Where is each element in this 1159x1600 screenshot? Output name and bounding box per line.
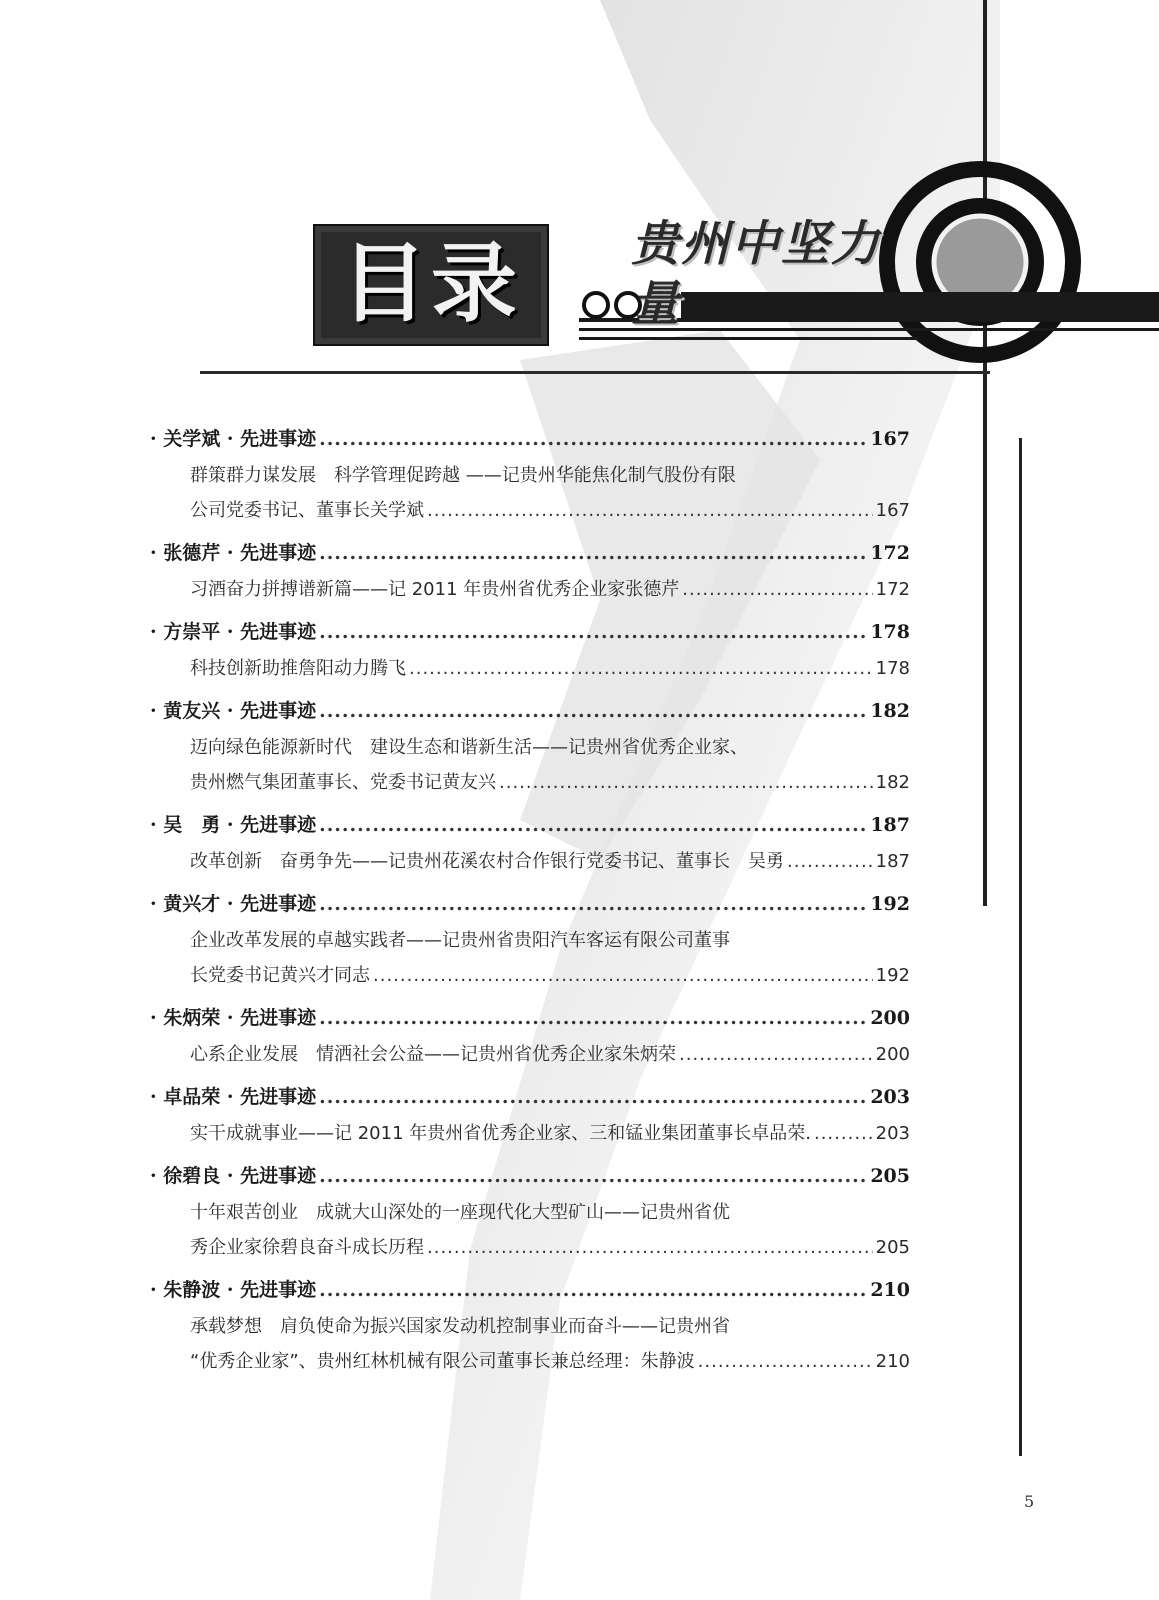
dot-leader bbox=[319, 1007, 867, 1029]
toc-heading: · 关学斌 · 先进事迹 bbox=[150, 428, 317, 450]
toc-heading-row[interactable] bbox=[150, 1161, 910, 1195]
toc-entry-line: 习酒奋力拼搏谱新篇——记 2011 年贵州省优秀企业家张德芹 bbox=[190, 579, 680, 600]
toc-entry-last-line bbox=[190, 1230, 910, 1265]
dot-leader bbox=[427, 493, 873, 528]
toc-entry[interactable] bbox=[150, 651, 910, 686]
toc-section bbox=[150, 696, 910, 800]
toc-entry-last-line bbox=[190, 572, 910, 607]
toc-section bbox=[150, 1161, 910, 1265]
toc-heading-page: 200 bbox=[870, 1007, 910, 1029]
toc-section bbox=[150, 1003, 910, 1072]
dot-leader bbox=[373, 958, 873, 993]
toc-heading-row[interactable] bbox=[150, 617, 910, 651]
toc-title: 目录 bbox=[341, 233, 521, 334]
toc-entry-page: 203 bbox=[875, 1123, 910, 1144]
toc-entry-line: “优秀企业家”、贵州红林机械有限公司董事长兼总经理：朱静波 bbox=[190, 1351, 695, 1372]
toc-section bbox=[150, 1082, 910, 1151]
toc-entry-last-line bbox=[190, 958, 910, 993]
toc-heading-row[interactable] bbox=[150, 424, 910, 458]
toc-heading-page: 178 bbox=[870, 621, 910, 643]
vertical-rule bbox=[1019, 438, 1022, 1456]
toc-heading-page: 167 bbox=[870, 428, 910, 450]
toc-entry[interactable] bbox=[150, 923, 910, 993]
dot-leader bbox=[319, 1086, 867, 1108]
toc-entry[interactable] bbox=[150, 844, 910, 879]
toc-heading-page: 172 bbox=[870, 542, 910, 564]
toc-heading: · 张德芹 · 先进事迹 bbox=[150, 542, 317, 564]
toc-entry-line: 科技创新助推詹阳动力腾飞 bbox=[190, 658, 406, 679]
dot-leader bbox=[409, 651, 873, 686]
toc-entry-page: 210 bbox=[875, 1351, 910, 1372]
toc-heading: · 徐碧良 · 先进事迹 bbox=[150, 1165, 317, 1187]
dot-leader bbox=[319, 542, 867, 564]
toc-entry-page: 205 bbox=[875, 1237, 910, 1258]
toc-entry-line: 迈向绿色能源新时代 建设生态和谐新生活——记贵州省优秀企业家、 bbox=[190, 737, 748, 758]
dot-leader bbox=[319, 893, 867, 915]
toc-entry-page: 187 bbox=[875, 851, 910, 872]
toc-heading-row[interactable] bbox=[150, 889, 910, 923]
toc-entry[interactable] bbox=[150, 730, 910, 800]
toc-section bbox=[150, 617, 910, 686]
toc-heading-row[interactable] bbox=[150, 1082, 910, 1116]
toc-heading: · 朱炳荣 · 先进事迹 bbox=[150, 1007, 317, 1029]
toc-heading-page: 182 bbox=[870, 700, 910, 722]
toc-section bbox=[150, 424, 910, 528]
toc-entry-line: 长党委书记黄兴才同志 bbox=[190, 965, 370, 986]
header-bar bbox=[681, 292, 1159, 322]
dot-leader bbox=[319, 814, 867, 836]
dot-leader bbox=[679, 1037, 873, 1072]
toc-heading-row[interactable] bbox=[150, 810, 910, 844]
toc-entry-line: 贵州燃气集团董事长、党委书记黄友兴 bbox=[190, 772, 496, 793]
toc-entry[interactable] bbox=[150, 1309, 910, 1379]
dot-leader bbox=[319, 621, 867, 643]
toc-heading: · 吴 勇 · 先进事迹 bbox=[150, 814, 317, 836]
toc-entry-line: 心系企业发展 情洒社会公益——记贵州省优秀企业家朱炳荣 bbox=[190, 1044, 676, 1065]
toc-entry-page: 178 bbox=[875, 658, 910, 679]
toc-heading-page: 192 bbox=[870, 893, 910, 915]
toc-title-box bbox=[313, 224, 549, 346]
toc-entry-line: 群策群力谋发展 科学管理促跨越 ——记贵州华能焦化制气股份有限 bbox=[190, 465, 736, 486]
page-number: 5 bbox=[1024, 1492, 1035, 1511]
toc-section bbox=[150, 1275, 910, 1379]
toc-heading: · 方崇平 · 先进事迹 bbox=[150, 621, 317, 643]
toc-entry-last-line bbox=[190, 1116, 910, 1151]
toc-heading-page: 205 bbox=[870, 1165, 910, 1187]
toc-entry-line: 企业改革发展的卓越实践者——记贵州省贵阳汽车客运有限公司董事 bbox=[190, 930, 730, 951]
toc-heading-row[interactable] bbox=[150, 538, 910, 572]
header-rule bbox=[200, 371, 990, 374]
toc-entry[interactable] bbox=[150, 572, 910, 607]
toc-entry[interactable] bbox=[150, 1116, 910, 1151]
toc-heading: · 黄兴才 · 先进事迹 bbox=[150, 893, 317, 915]
dot-leader bbox=[814, 1116, 873, 1151]
header-bar bbox=[579, 337, 919, 340]
toc-section bbox=[150, 810, 910, 879]
toc-entry-line: 秀企业家徐碧良奋斗成长历程 bbox=[190, 1237, 424, 1258]
toc-heading-page: 203 bbox=[870, 1086, 910, 1108]
toc-entry[interactable] bbox=[150, 458, 910, 528]
toc-heading: · 朱静波 · 先进事迹 bbox=[150, 1279, 317, 1301]
toc-entry-line: 公司党委书记、董事长关学斌 bbox=[190, 500, 424, 521]
toc-heading: · 黄友兴 · 先进事迹 bbox=[150, 700, 317, 722]
toc-heading-row[interactable] bbox=[150, 1275, 910, 1309]
toc-heading-row[interactable] bbox=[150, 696, 910, 730]
toc-entry[interactable] bbox=[150, 1037, 910, 1072]
toc-entry-line: 十年艰苦创业 成就大山深处的一座现代化大型矿山——记贵州省优 bbox=[190, 1202, 730, 1223]
dot-leader bbox=[682, 572, 872, 607]
toc-entry-line: 承载梦想 肩负使命为振兴国家发动机控制事业而奋斗——记贵州省 bbox=[190, 1316, 730, 1337]
table-of-contents bbox=[150, 424, 910, 1389]
toc-heading-page: 187 bbox=[870, 814, 910, 836]
toc-entry-last-line bbox=[190, 765, 910, 800]
toc-entry-last-line bbox=[190, 1344, 910, 1379]
toc-heading-row[interactable] bbox=[150, 1003, 910, 1037]
toc-section bbox=[150, 889, 910, 993]
dot-leader bbox=[787, 844, 873, 879]
toc-entry-page: 200 bbox=[875, 1044, 910, 1065]
dot-leader bbox=[319, 428, 867, 450]
toc-entry-last-line bbox=[190, 1037, 910, 1072]
dot-leader bbox=[319, 700, 867, 722]
brand-title: 贵州中坚力量 bbox=[631, 216, 882, 332]
toc-heading: · 卓品荣 · 先进事迹 bbox=[150, 1086, 317, 1108]
toc-section bbox=[150, 538, 910, 607]
vertical-rule bbox=[983, 0, 987, 906]
toc-entry-page: 182 bbox=[875, 772, 910, 793]
toc-heading-page: 210 bbox=[870, 1279, 910, 1301]
dot-leader bbox=[427, 1230, 873, 1265]
toc-entry-last-line bbox=[190, 493, 910, 528]
toc-entry[interactable] bbox=[150, 1195, 910, 1265]
toc-entry-page: 172 bbox=[875, 579, 910, 600]
toc-entry-last-line bbox=[190, 651, 910, 686]
toc-entry-page: 192 bbox=[875, 965, 910, 986]
toc-entry-line: 实干成就事业——记 2011 年贵州省优秀企业家、三和锰业集团董事长卓品荣. bbox=[190, 1123, 811, 1144]
dot-leader bbox=[319, 1165, 867, 1187]
toc-entry-line: 改革创新 奋勇争先——记贵州花溪农村合作银行党委书记、董事长 吴勇 bbox=[190, 851, 784, 872]
dot-leader bbox=[698, 1344, 873, 1379]
toc-entry-last-line bbox=[190, 844, 910, 879]
dot-leader bbox=[319, 1279, 867, 1301]
toc-entry-page: 167 bbox=[875, 500, 910, 521]
small-ring-icon bbox=[584, 293, 608, 317]
dot-leader bbox=[499, 765, 873, 800]
